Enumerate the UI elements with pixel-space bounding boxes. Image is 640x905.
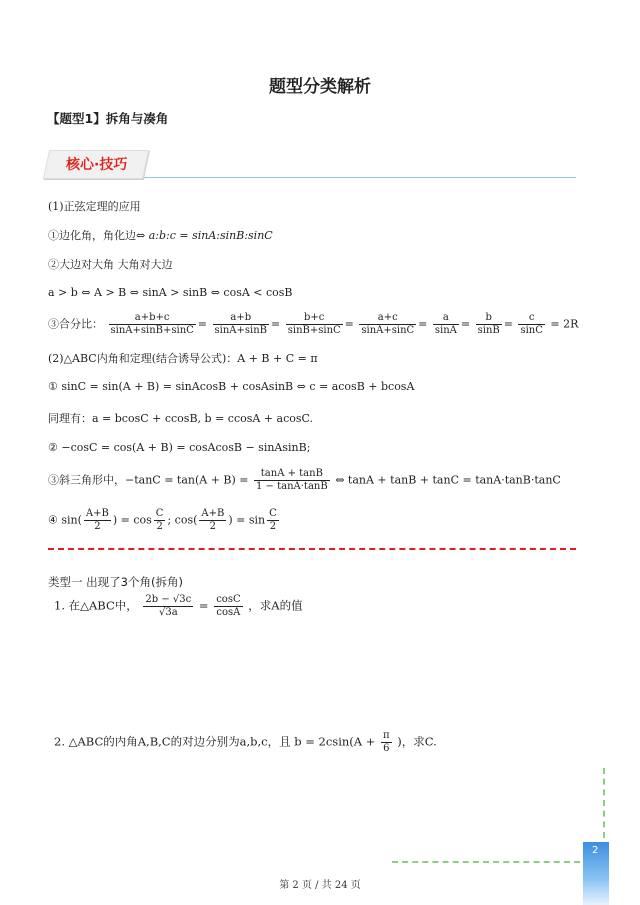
fraction: $\frac{b}{\sin B}$ <box>477 312 500 336</box>
fraction: $\frac{a}{\sin A}$ <box>434 312 457 336</box>
rule-side-angle <box>48 227 273 243</box>
rule-text: ③斜三角形中，−tanC = tan(A + B) = <box>48 473 249 487</box>
rule-text: ) = sin <box>228 513 266 527</box>
page-footer: 第 2 页 / 共 24 页 <box>279 880 361 891</box>
rule-sine-law: (1)正弦定理的应用 <box>48 200 141 213</box>
fraction: $\frac{C}{2}$ <box>155 508 164 532</box>
badge-label: 核心·技巧 <box>66 157 128 173</box>
core-skill-banner <box>46 150 576 180</box>
fraction: $\frac{\tan A + \tan B}{1 - \tan A\cdot\tan B}$ <box>256 468 328 492</box>
question-text: ，求A的值 <box>248 598 303 613</box>
fraction: $\frac{C}{2}$ <box>269 508 277 532</box>
rule-text: ④ sin( <box>48 513 82 527</box>
rule-inequality: a > b ⇔ A > B ⇔ sinA > sinB ⇔ cosA < cosB <box>48 286 293 299</box>
question-text: 1. 在△ABC中， <box>54 598 138 613</box>
section-divider <box>48 548 576 550</box>
question-1 <box>54 594 303 619</box>
rule-formula: a:b:c = sinA:sinB:sinC <box>148 229 273 242</box>
page-tab-number: 2 <box>592 845 599 856</box>
rule-text: ; cos( <box>167 513 198 527</box>
question-text: )，求C. <box>397 734 437 749</box>
rule-cos-sum: ② −cosC = cos(A + B) = cosAcosB − sinAsinB; <box>48 441 311 454</box>
section-title: 【题型1】拆角与凑角 <box>47 111 169 126</box>
fraction: $\frac{a+c}{\sin A+\sin C}$ <box>361 312 415 336</box>
page-title: 题型分类解析 <box>269 77 371 97</box>
decor-green-dash-horizontal <box>392 861 580 863</box>
rule-tan-sum <box>48 468 561 493</box>
rule-text: ①边化角，角化边⇔ <box>48 229 146 242</box>
equals-sign: = <box>198 598 209 613</box>
fraction: $\frac{A+B}{2}$ <box>85 508 109 532</box>
question-text: 2. △ABC的内角A,B,C的对边分别为a,b,c，且 b = 2csin(A + <box>54 734 376 749</box>
rule-ratio: ③合分比： $\frac{a+b+c}{\sin A+\sin B+\sin C}$ = $\frac{a+b}{\sin A+\sin B}$ = $\frac{b+c}{\sin B+\sin C}$ = $\frac{a+c}{\sin A+\sin C}$ = $\frac{a}{\sin A}$ = $\frac{b}{\sin B}$ = $\frac{c}{\sin C}$ = 2R <box>48 312 579 336</box>
rule-label: ③合分比： <box>48 317 103 331</box>
question-type-heading: 类型一 出现了3个角(拆角) <box>48 575 183 589</box>
fraction: $\frac{c}{\sin C}$ <box>520 312 543 336</box>
fraction: $\frac{a+b}{\sin A+\sin B}$ <box>214 312 268 336</box>
fraction: $\frac{A+B}{2}$ <box>201 508 225 532</box>
rule-projection: 同理有：a = bcosC + ccosB, b = ccosA + acosC. <box>48 412 314 425</box>
rule-text: ) = cos <box>112 513 152 527</box>
rule-large-side: ②大边对大角 大角对大边 <box>48 258 173 271</box>
question-2 <box>54 730 437 755</box>
fraction: $\frac{a+b+c}{\sin A+\sin B+\sin C}$ <box>110 312 194 336</box>
decor-green-dash-vertical <box>603 768 605 838</box>
fraction: $\frac{\pi}{6}$ <box>383 730 390 754</box>
rule-sin-sum: ① sinC = sin(A + B) = sinAcosB + cosAsinB ⇔ c = acosB + bcosA <box>48 380 415 393</box>
banner-underline <box>144 177 576 178</box>
page-tab <box>583 842 609 905</box>
rule-angle-sum: (2)△ABC内角和定理(结合诱导公式)：A + B + C = π <box>48 352 318 365</box>
fraction: $\frac{b+c}{\sin B+\sin C}$ <box>287 312 341 336</box>
rule-end: = 2R <box>550 317 579 331</box>
rule-half-angle <box>48 508 281 533</box>
rule-text: ⇔ tanA + tanB + tanC = tanA·tanB·tanC <box>335 473 561 487</box>
fraction: $\frac{2b - √3c}{√3a}$ <box>145 594 192 618</box>
fraction: $\frac{\cos C}{\cos A}$ <box>216 594 241 618</box>
